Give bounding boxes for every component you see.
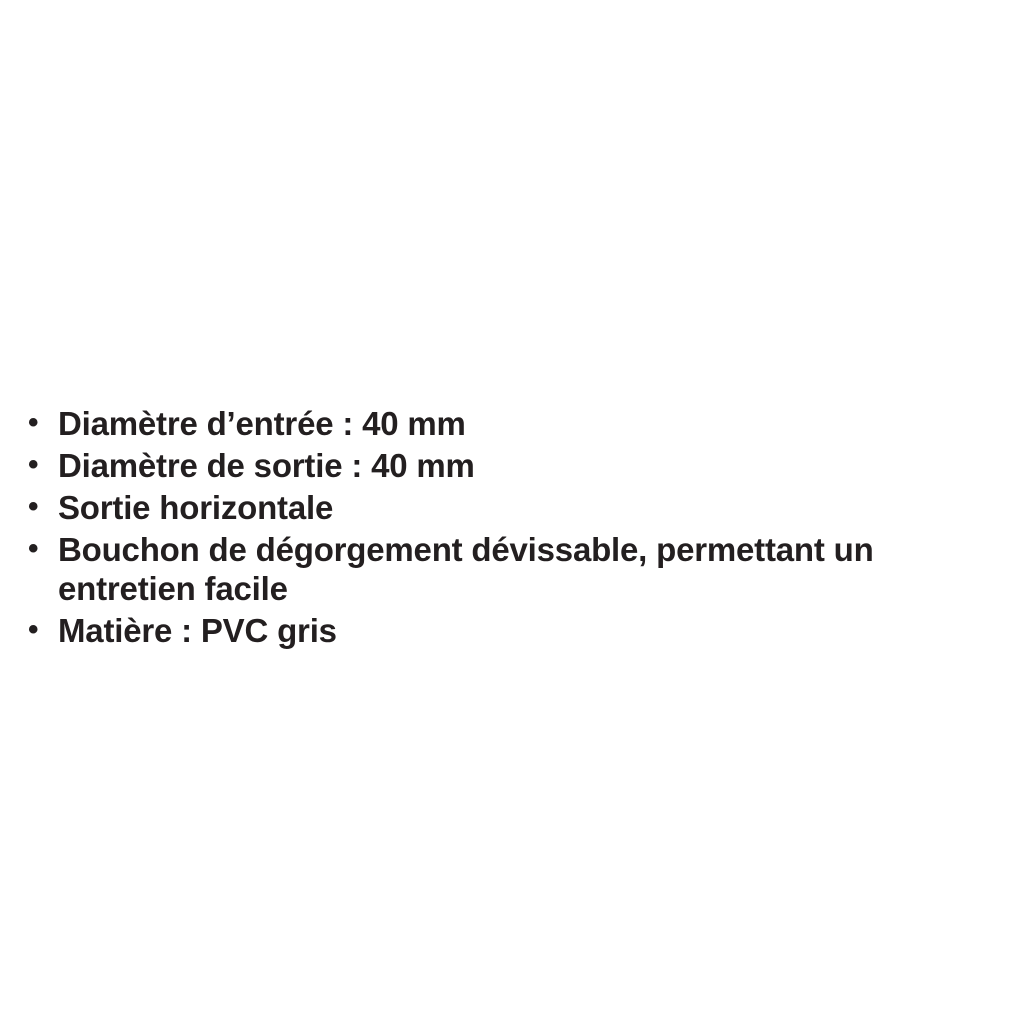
list-item — [28, 489, 1003, 528]
list-item-text: Diamètre d’entrée : 40 mm — [58, 405, 466, 442]
product-specification-list — [28, 405, 1003, 654]
list-item — [28, 531, 1003, 609]
bullet-icon: • — [28, 447, 39, 481]
bullet-icon: • — [28, 612, 39, 646]
list-item-text: Sortie horizontale — [58, 488, 334, 526]
list-item-text: Diamètre de sortie : 40 mm — [58, 446, 475, 484]
list-item — [28, 612, 1003, 651]
bullet-icon: • — [28, 406, 39, 439]
list-item-text: Bouchon de dégorgement dévissable, permettant un entretien facile — [58, 530, 874, 607]
bullet-icon: • — [28, 531, 39, 565]
list-item-text: Matière : PVC gris — [58, 611, 337, 649]
list-item — [28, 447, 1003, 486]
bullet-icon: • — [28, 489, 39, 523]
list-item — [28, 405, 1003, 444]
